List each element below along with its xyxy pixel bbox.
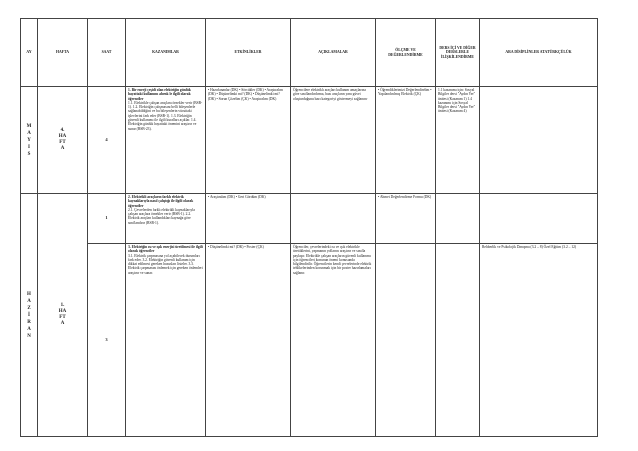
kazanim-text: 3.1. Elektrik çarpmasına yol açabilecek durumları fark eder. 3.2. Elektriğin güvenli kullanım için dikkat edilmesi gereken hususları listeler. 3.3. Elektrik çarpmasını önlemek için gereken önlemleri araştırır ve sunar. <box>128 253 203 275</box>
month-cell: M A Y I S <box>21 87 38 194</box>
etkinlik-cell: • Araştıralım (DK) • Geri Gördüm (DK) <box>206 194 291 244</box>
olcme-cell <box>376 244 436 437</box>
header-olcme: ÖLÇME VE DEĞERLENDİRME <box>376 19 436 87</box>
header-hafta: HAFTA <box>38 19 88 87</box>
aciklama-cell: Öğrencilere elektriklı araçları kullanım amaçlarına göre sınıflandırdırma, bazı araçların yanı güvei oluşturduğunu bazı kategoriyi göstermeyi sağlanırır <box>291 87 376 194</box>
aciklama-cell <box>291 194 376 244</box>
olcme-cell: • Öğrendiklerimizi Değerlendirelim • Yapılandırılmış Elektrik (ÇK) <box>376 87 436 194</box>
aciklama-cell: Öğrenciler, çevrelerindeki ısı ve ışık elektrikle ürettiklerini, yapmanın yollarını araştırır ve sınıfla paylaşır. Elektrikle çalışan araçların güvenli kullanımı için öğrencileri konunun önemi konusunda bilgilendirilir. Öğrencilerin kendi çevrelerinde elektrik tehlikelerinden korunmak için bir poster hazırlamaları sağlanır. <box>291 244 376 437</box>
header-kazanimlar: KAZANIMLAR <box>126 19 206 87</box>
ara-disiplin-cell <box>480 87 598 194</box>
kazanim-cell <box>126 87 206 194</box>
iliski-cell <box>436 244 480 437</box>
curriculum-plan-page <box>20 18 598 437</box>
kazanim-cell <box>126 244 206 437</box>
iliski-cell <box>436 194 480 244</box>
kazanim-cell <box>126 194 206 244</box>
header-ay: AY <box>21 19 38 87</box>
month-cell: H A Z İ R A N <box>21 194 38 437</box>
ara-disiplin-cell <box>480 194 598 244</box>
table-row <box>21 194 598 244</box>
olcme-cell: • Ahmet Değerlendirme Formu (DK) <box>376 194 436 244</box>
header-aciklamalar: AÇIKLAMALAR <box>291 19 376 87</box>
header-dersler-arasi: DERS İÇİ VE DİĞER DERSLERLE İLİŞKİLENDİRME <box>436 19 480 87</box>
kazanim-text: 2.1. Çevrelerden farklı elektrikli kaynaklarıyla çalışan araçlara örnekler verir (BSB-1). 2.2. Elektrik araçları kullandıkları kaynağa göre sınıflandırır (BSB-1). <box>128 207 195 225</box>
hour-cell: 3 <box>88 244 126 437</box>
table-row <box>21 244 598 437</box>
hour-cell: 4 <box>88 87 126 194</box>
kazanim-title: 2. Elektrikli araçların farklı elektrik kaynaklarıyla nasıl çalıştığı ile ilgili olarak öğrenciler <box>128 195 194 208</box>
table-row <box>21 87 598 194</box>
kazanim-title: 1. Bir enerji çeşidi olan elektriğin günlük hayattaki kullanımı ahenk le ilgili olarak öğrenciler <box>128 88 191 101</box>
header-ara-disiplinler: ARA DİSİPLİNLER ATATÜRKÇÜLÜK <box>480 19 598 87</box>
week-cell: 4. HA FT A <box>38 87 88 194</box>
kazanim-title: 3. Elektriğin ısı ve ışık enerjisi üretilmesi ile ilgili olarak öğrenciler <box>128 245 203 254</box>
header-saat: SAAT <box>88 19 126 87</box>
header-etkinlikler: ETKİNLİKLER <box>206 19 291 87</box>
yearly-plan-table <box>20 18 598 437</box>
etkinlik-cell: • Hazırlananlar (DK) • Sörcükler (DK) • Araştıralım (DK) • Düşünelimki mi? (DK) • Düşünelimki mi? (DK) • Sorun Çözelim (ÇK) • Araştıralım (DK) <box>206 87 291 194</box>
etkinlik-cell: • Düşünelimki mi? (DK) • Poster (ÇK) <box>206 244 291 437</box>
ara-disiplin-cell: Rehberlik ve Psikolojik Danışma (3.2 – 8) Özel Eğitim (3.2 – 12) <box>480 244 598 437</box>
header-row <box>21 19 598 87</box>
iliski-cell: 1.1 kazanımı için: Sosyal Bilgiler dersi "Aydın Yer" ünitesi (Kazanım 1) 1.4 kazanımı için Sosyal Bilgiler dersi "Aydın Yer" ünitesi (Kazanım 4) <box>436 87 480 194</box>
kazanim-text: 1.1. Elektrikle çalışan araçlara örnekler verir (BSB-1). 1.2. Elektriğin çalışmasını belli bileşenlerle sağlanabildiğini ve bu bileşenlerin vücuttaki işlevlerini fark eder (BSB-1). 1.3. Elektriğin güvenli kullanımı ile ilgili kuralları açıklar. 1.4. Elektriğin günlük hayattaki önemini araştırır ve sunar (BSB-23). <box>128 100 203 131</box>
week-cell: 1. HA FT A <box>38 194 88 437</box>
hour-cell: 1 <box>88 194 126 244</box>
